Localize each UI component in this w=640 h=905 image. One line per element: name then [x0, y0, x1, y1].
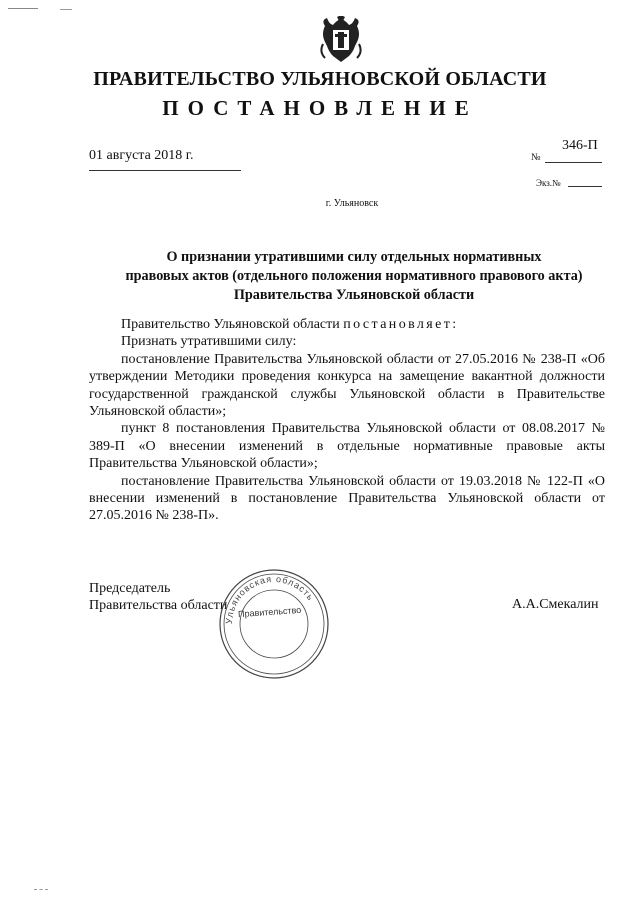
body-paragraph: пункт 8 постановления Правительства Ульяновской области от 08.08.2017 № 389-П «О внесении изменений в отдельные нормативные правовые акты Правительства Ульяновской области»;	[89, 421, 605, 472]
seal-center-text: Правительство	[237, 604, 302, 620]
document-date: 01 августа 2018 г.	[89, 148, 194, 163]
document-number: 346-П	[562, 138, 598, 153]
heading-line: Правительства Ульяновской области	[233, 287, 475, 303]
document-body	[89, 316, 605, 525]
document-heading	[60, 248, 640, 305]
heading-line: правовых актов (отдельного положения нормативного правового акта)	[125, 268, 583, 284]
signer-position-line: Правительства области	[89, 598, 228, 613]
signer-name: А.А.Смекалин	[512, 597, 599, 612]
scan-corner-mark	[34, 889, 48, 891]
number-underline	[545, 162, 602, 163]
body-paragraph: постановление Правительства Ульяновской области от 27.05.2016 № 238-П «Об утверждении Методики проведения конкурса на замещение вакантной должности государственной гражданской службы Ульяновской области в Правительстве Ульяновской области»;	[89, 351, 605, 420]
city-label: г. Ульяновск	[325, 198, 379, 209]
signer-position-line: Председатель	[89, 581, 171, 596]
coat-of-arms-icon	[319, 16, 363, 66]
intro-subject: Правительство Ульяновской области	[121, 317, 340, 332]
government-title: ПРАВИТЕЛЬСТВО УЛЬЯНОВСКОЙ ОБЛАСТИ	[93, 68, 547, 90]
scan-corner-mark	[8, 8, 38, 9]
heading-line: О признании утратившими силу отдельных нормативных	[166, 249, 542, 265]
body-paragraph: постановление Правительства Ульяновской области от 19.03.2018 № 122-П «О внесении изменений в постановление Правительства Ульяновской области от 27.05.2016 № 238-П».	[89, 473, 605, 524]
copy-number-underline	[568, 186, 602, 187]
seal-ring-text: Ульяновская область	[223, 573, 317, 625]
body-intro	[89, 316, 605, 333]
signer-position	[89, 580, 227, 614]
number-label: №	[531, 152, 541, 163]
date-underline	[89, 170, 241, 171]
document-type: ПОСТАНОВЛЕНИЕ	[162, 96, 478, 120]
scan-corner-mark	[60, 9, 72, 10]
body-paragraph: Признать утратившими силу:	[121, 334, 297, 350]
copy-number-label: Экз.№	[536, 178, 561, 188]
official-seal-icon	[218, 568, 330, 680]
intro-verb: постановляет:	[343, 317, 459, 332]
